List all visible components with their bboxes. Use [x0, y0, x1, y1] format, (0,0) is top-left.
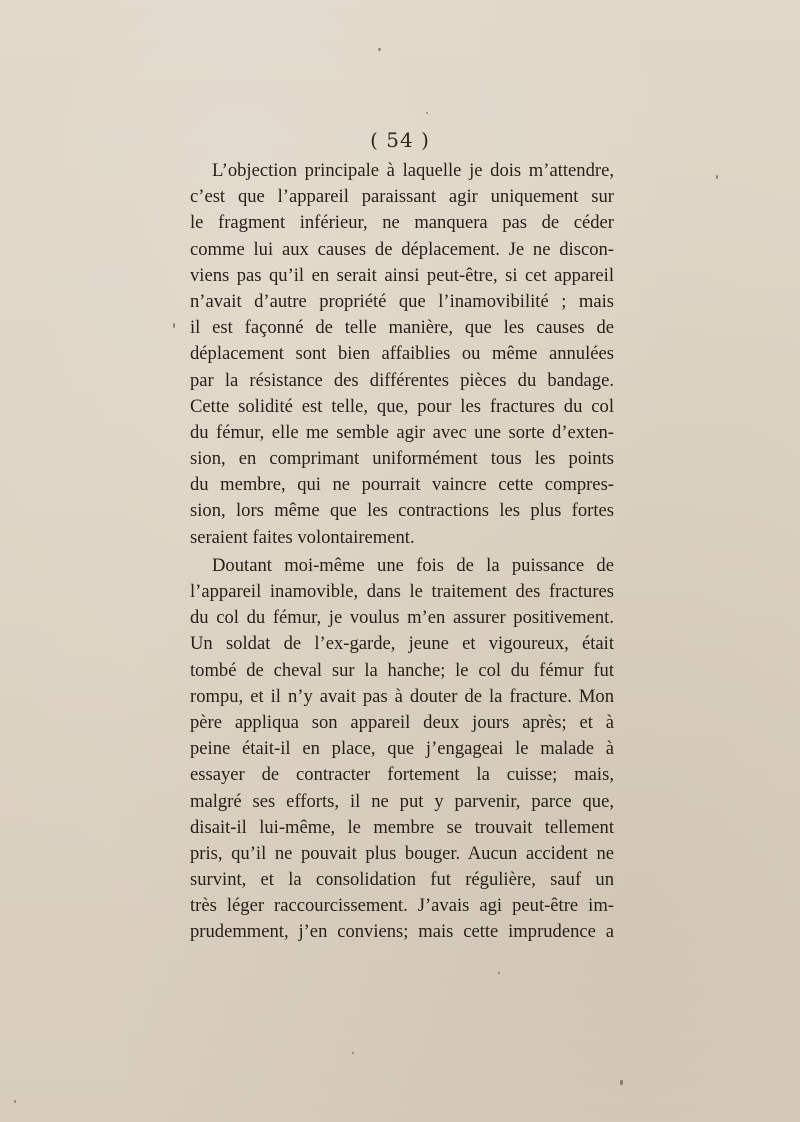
paper-speck	[352, 1052, 354, 1054]
text-line: rompu, et il n’y avait pas à douter de la fracture. Mon	[190, 685, 614, 707]
text-line: il est façonné de telle manière, que les causes de	[190, 317, 614, 339]
paper-speck	[378, 48, 381, 51]
text-line: l’appareil inamovible, dans le traitement des fractures	[190, 581, 614, 602]
text-line: tombé de cheval sur la hanche; le col du fémur fut	[190, 659, 614, 681]
text-line: Doutant moi-même une fois de la puissance de	[212, 554, 614, 576]
paper-speck	[14, 1100, 16, 1103]
text-line: Cette solidité est telle, que, pour les fractures du col	[190, 395, 614, 417]
text-line: seraient faites volontairement.	[190, 526, 415, 548]
text-line: père appliqua son appareil deux jours après; et à	[190, 711, 614, 733]
paper-speck	[620, 1080, 623, 1085]
text-line: du membre, qui ne pourrait vaincre cette compres-	[190, 474, 614, 496]
paper-speck	[716, 175, 718, 179]
page-number: ( 54 )	[370, 128, 430, 152]
text-line: pris, qu’il ne pouvait plus bouger. Aucun accident ne	[190, 842, 614, 864]
text-line: Un soldat de l’ex-garde, jeune et vigoureux, était	[190, 633, 614, 655]
body-text	[190, 158, 614, 946]
text-line: du fémur, elle me semble agir avec une sorte d’exten-	[190, 421, 614, 443]
text-line: très léger raccourcissement. J’avais agi peut-être im-	[190, 895, 614, 917]
paper-speck	[173, 323, 175, 328]
text-line: le fragment inférieur, ne manquera pas de céder	[190, 212, 614, 234]
text-line: sion, en comprimant uniformément tous les points	[190, 448, 614, 470]
text-line: c’est que l’appareil paraissant agir uniquement sur	[190, 186, 614, 208]
paper-speck	[498, 972, 500, 974]
text-line: par la résistance des différentes pièces du bandage.	[190, 369, 614, 391]
text-line: malgré ses efforts, il ne put y parvenir, parce que,	[190, 790, 614, 812]
text-line: L’objection principale à laquelle je dois m’attendre,	[212, 160, 614, 181]
text-line: peine était-il en place, que j’engageai le malade à	[190, 738, 614, 760]
text-line: comme lui aux causes de déplacement. Je ne discon-	[190, 238, 614, 260]
paper-speck	[426, 112, 428, 114]
text-line: essayer de contracter fortement la cuisse; mais,	[190, 764, 614, 786]
text-line: du col du fémur, je voulus m’en assurer positivement.	[190, 607, 614, 629]
text-line: n’avait d’autre propriété que l’inamovibilité ; mais	[190, 290, 614, 312]
text-line: survint, et la consolidation fut régulière, sauf un	[190, 869, 614, 891]
text-line: déplacement sont bien affaiblies ou même annulées	[190, 343, 614, 365]
text-line: sion, lors même que les contractions les plus fortes	[190, 500, 614, 522]
text-line: disait-il lui-même, le membre se trouvait tellement	[190, 816, 614, 838]
text-line: viens pas qu’il en serait ainsi peut-être, si cet appareil	[190, 264, 614, 286]
text-line: prudemment, j’en conviens; mais cette imprudence a	[190, 921, 614, 943]
